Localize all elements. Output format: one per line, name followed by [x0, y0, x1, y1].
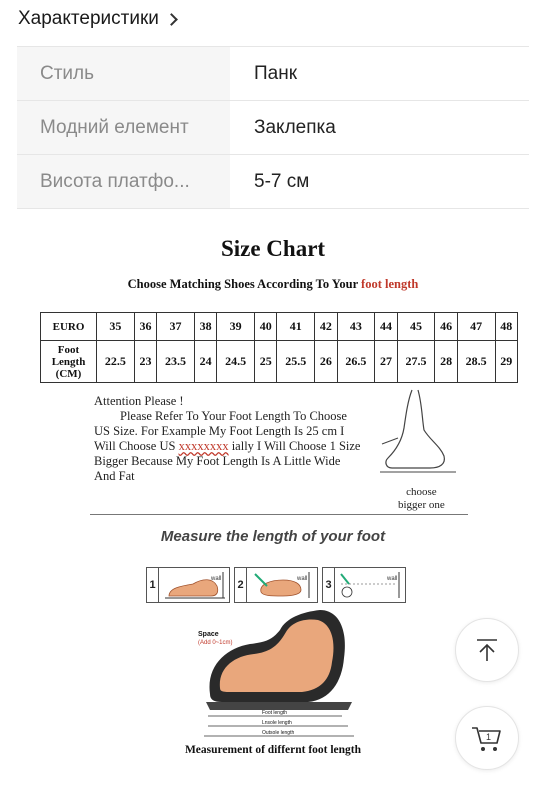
attention-red-text: xxxxxxxx [178, 439, 229, 453]
svg-text:1: 1 [486, 732, 492, 742]
foot-length-cell: 22.5 [97, 341, 135, 383]
euro-size-cell: 44 [375, 313, 397, 341]
chevron-right-icon [165, 13, 178, 26]
foot-measurement-icon [192, 602, 362, 742]
attention-text: Will Choose US [94, 439, 179, 453]
foot-length-cell: 23.5 [157, 341, 195, 383]
attention-line: And Fat [94, 469, 135, 483]
subtitle-text: Choose Matching Shoes According To Your [127, 277, 362, 291]
attention-line [94, 439, 384, 454]
divider [90, 514, 468, 515]
foot-length-cell: 28 [435, 341, 457, 383]
size-chart-title: Size Chart [220, 236, 326, 261]
spec-value: Заклепка [254, 116, 336, 138]
spec-row [17, 47, 529, 101]
choose-bigger-note [398, 486, 445, 512]
arrow-up-icon [474, 637, 500, 663]
measure-step [234, 567, 318, 603]
foot-length-label: Foot Length (CM) [41, 341, 97, 383]
euro-size-cell: 38 [194, 313, 216, 341]
step-number: 1 [147, 568, 159, 602]
cart-button[interactable] [455, 706, 519, 770]
euro-size-cell: 40 [255, 313, 277, 341]
spec-key: Стиль [17, 47, 230, 100]
foot-step-2-icon [247, 568, 319, 602]
wall-label: wall [297, 576, 308, 582]
foot-length-row [41, 341, 518, 383]
euro-size-cell: 48 [495, 313, 517, 341]
foot-length-cell: 27 [375, 341, 397, 383]
characteristics-header[interactable] [18, 6, 176, 32]
foot-length-cell: 23 [134, 341, 156, 383]
spec-row [17, 101, 529, 155]
characteristics-title: Характеристики [18, 8, 159, 29]
foot-length-label: Foot length [262, 710, 288, 716]
attention-title: Attention Please ! [94, 394, 184, 408]
step-number: 2 [235, 568, 247, 602]
outsole-length-label: Outsole length [262, 730, 295, 736]
euro-size-cell: 45 [397, 313, 435, 341]
wall-label: wall [211, 576, 222, 582]
size-chart-image [0, 222, 546, 800]
step-number: 3 [323, 568, 335, 602]
spec-row [17, 155, 529, 209]
spec-value: Панк [254, 62, 298, 84]
euro-size-cell: 47 [457, 313, 495, 341]
euro-size-cell: 37 [157, 313, 195, 341]
insole-length-label: Lnsole length [262, 720, 292, 726]
choose-line: bigger one [398, 499, 445, 511]
euro-size-cell: 35 [97, 313, 135, 341]
specs-table [17, 46, 529, 209]
wall-label: wall [387, 576, 398, 582]
attention-line: Please Refer To Your Foot Length To Choose [120, 409, 347, 423]
cart-icon [471, 723, 503, 753]
space-add-label: (Add 0~1cm) [198, 640, 233, 646]
euro-size-cell: 36 [134, 313, 156, 341]
space-label: Space [198, 631, 219, 638]
spec-key: Модний елемент [17, 101, 230, 154]
euro-size-cell: 41 [277, 313, 315, 341]
measure-step [146, 567, 230, 603]
foot-length-cell: 24.5 [217, 341, 255, 383]
foot-length-cell: 29 [495, 341, 517, 383]
size-chart-subtitle [0, 277, 546, 292]
euro-size-cell: 43 [337, 313, 375, 341]
measure-step [322, 567, 406, 603]
foot-sketch-icon [378, 384, 458, 484]
foot-length-cell: 25.5 [277, 341, 315, 383]
euro-row [41, 313, 518, 341]
spec-value: 5-7 см [254, 170, 310, 192]
foot-step-1-icon [159, 568, 231, 602]
choose-line: choose [406, 486, 437, 498]
euro-size-cell: 39 [217, 313, 255, 341]
scroll-top-button[interactable] [455, 618, 519, 682]
euro-label: EURO [41, 313, 97, 341]
subtitle-highlight: foot length [361, 277, 419, 291]
euro-size-cell: 46 [435, 313, 457, 341]
foot-length-cell: 28.5 [457, 341, 495, 383]
attention-note [94, 394, 384, 484]
measure-caption: Measurement of differnt foot length [184, 744, 362, 756]
measure-title: Measure the length of your foot [160, 528, 386, 545]
attention-line: Bigger Because My Foot Length Is A Little Wide [94, 454, 341, 468]
foot-length-cell: 26 [315, 341, 337, 383]
attention-text: ially I Will Choose 1 Size [228, 439, 361, 453]
measure-steps [146, 567, 406, 603]
foot-length-cell: 27.5 [397, 341, 435, 383]
attention-line: US Size. For Example My Foot Length Is 25 cm I [94, 424, 345, 438]
size-table [40, 312, 518, 383]
foot-length-cell: 24 [194, 341, 216, 383]
euro-size-cell: 42 [315, 313, 337, 341]
foot-length-cell: 25 [255, 341, 277, 383]
foot-length-cell: 26.5 [337, 341, 375, 383]
spec-key: Висота платфо... [17, 155, 230, 208]
foot-step-3-icon [335, 568, 407, 602]
